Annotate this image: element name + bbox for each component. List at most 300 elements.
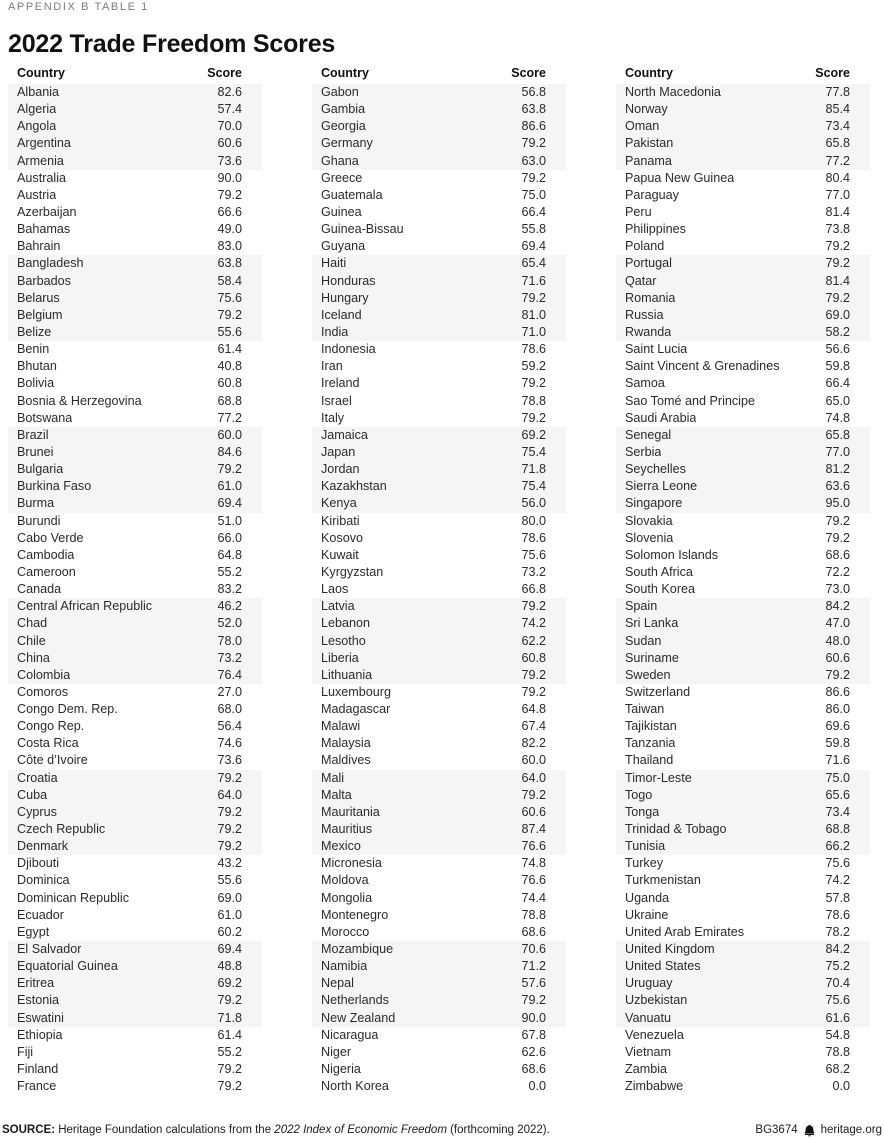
country-cell: Thailand [625, 753, 674, 768]
table-row [312, 752, 566, 769]
country-cell: United Arab Emirates [625, 924, 744, 939]
table-row [616, 495, 870, 512]
score-cell: 60.0 [521, 753, 546, 768]
score-cell: 87.4 [521, 822, 546, 837]
country-cell: Turkmenistan [625, 873, 701, 888]
table-row [312, 495, 566, 512]
table-row [8, 393, 262, 410]
table-row [312, 255, 566, 272]
table-row [8, 770, 262, 787]
table-row [8, 615, 262, 632]
table-row [8, 547, 262, 564]
table-row [8, 221, 262, 238]
table-row [616, 581, 870, 598]
score-cell: 63.8 [521, 102, 546, 117]
country-cell: Bosnia & Herzegovina [17, 393, 142, 408]
country-cell: Serbia [625, 444, 662, 459]
table-row [312, 890, 566, 907]
country-cell: Mozambique [321, 942, 394, 957]
score-cell: 79.2 [217, 1079, 242, 1094]
country-cell: Guinea-Bissau [321, 222, 404, 237]
country-cell: Togo [625, 787, 653, 802]
country-cell: South Africa [625, 564, 693, 579]
score-cell: 79.2 [521, 170, 546, 185]
country-cell: Central African Republic [17, 599, 153, 614]
table-column-3 [616, 66, 870, 1095]
country-header: Country [17, 66, 65, 80]
score-cell: 78.0 [217, 633, 242, 648]
score-cell: 81.0 [521, 307, 546, 322]
country-cell: Guinea [321, 204, 362, 219]
site-link[interactable]: heritage.org [820, 1124, 882, 1136]
table-row [616, 410, 870, 427]
score-cell: 55.2 [217, 1044, 242, 1059]
country-cell: Czech Republic [17, 822, 106, 837]
table-row [8, 135, 262, 152]
score-cell: 0.0 [832, 1079, 850, 1094]
table-row [312, 1078, 566, 1095]
country-cell: Philippines [625, 222, 686, 237]
score-cell: 73.0 [825, 582, 850, 597]
table-row [8, 598, 262, 615]
table-row [312, 821, 566, 838]
score-cell: 48.8 [217, 959, 242, 974]
table-row [616, 101, 870, 118]
score-cell: 73.6 [217, 753, 242, 768]
score-cell: 79.2 [217, 839, 242, 854]
score-cell: 64.8 [217, 547, 242, 562]
country-cell: Armenia [17, 153, 64, 168]
score-cell: 60.6 [521, 804, 546, 819]
country-cell: Pakistan [625, 136, 674, 151]
table-row [616, 461, 870, 478]
country-cell: Turkey [625, 856, 664, 871]
table-row [616, 564, 870, 581]
table-row [312, 290, 566, 307]
country-cell: Gabon [321, 85, 359, 99]
table-row [616, 598, 870, 615]
table-row [616, 341, 870, 358]
table-row [8, 170, 262, 187]
country-cell: Netherlands [321, 993, 389, 1008]
table-row [616, 375, 870, 392]
country-cell: Kuwait [321, 547, 359, 562]
table-row [616, 135, 870, 152]
score-cell: 48.0 [825, 633, 850, 648]
country-cell: Uganda [625, 890, 670, 905]
score-cell: 0.0 [528, 1079, 546, 1094]
country-cell: Canada [17, 582, 62, 597]
country-cell: Panama [625, 153, 672, 168]
country-cell: Singapore [625, 496, 683, 511]
table-row [616, 804, 870, 821]
score-cell: 55.6 [217, 873, 242, 888]
country-cell: Zimbabwe [625, 1079, 684, 1094]
country-cell: Samoa [625, 376, 665, 391]
score-cell: 81.4 [825, 204, 850, 219]
score-cell: 72.2 [825, 564, 850, 579]
score-cell: 66.4 [825, 376, 850, 391]
table-row [312, 872, 566, 889]
table-row [616, 821, 870, 838]
table-row [8, 1078, 262, 1095]
score-cell: 83.0 [217, 239, 242, 254]
table-row [8, 84, 262, 101]
table-row [312, 427, 566, 444]
score-cell: 74.8 [521, 856, 546, 871]
table-row [616, 633, 870, 650]
country-cell: Slovakia [625, 513, 673, 528]
score-cell: 59.8 [825, 359, 850, 374]
country-cell: Liberia [321, 650, 359, 665]
score-cell: 69.4 [217, 942, 242, 957]
score-cell: 79.2 [825, 256, 850, 271]
country-cell: Austria [17, 187, 57, 202]
score-cell: 84.2 [825, 942, 850, 957]
country-cell: Nepal [321, 976, 354, 991]
table-row [312, 992, 566, 1009]
country-cell: Moldova [321, 873, 369, 888]
country-cell: United Kingdom [625, 942, 715, 957]
score-cell: 68.6 [521, 1062, 546, 1077]
score-cell: 79.2 [825, 667, 850, 682]
table-row [312, 564, 566, 581]
country-cell: Italy [321, 410, 345, 425]
table-row [8, 992, 262, 1009]
country-cell: Rwanda [625, 324, 672, 339]
country-cell: Peru [625, 204, 652, 219]
country-cell: Oman [625, 119, 660, 134]
table-row [8, 941, 262, 958]
score-cell: 73.6 [217, 153, 242, 168]
score-cell: 69.4 [521, 239, 546, 254]
table-row [8, 530, 262, 547]
table-row [312, 153, 566, 170]
table-row [8, 324, 262, 341]
table-row [312, 547, 566, 564]
score-cell: 55.6 [217, 324, 242, 339]
score-cell: 73.2 [217, 650, 242, 665]
country-cell: Iceland [321, 307, 362, 322]
score-cell: 70.4 [825, 976, 850, 991]
country-cell: North Macedonia [625, 85, 721, 99]
table-row [8, 718, 262, 735]
score-cell: 62.6 [521, 1044, 546, 1059]
score-cell: 79.2 [521, 684, 546, 699]
table-row [312, 204, 566, 221]
country-cell: Brunei [17, 444, 54, 459]
table-row [8, 907, 262, 924]
score-cell: 70.6 [521, 942, 546, 957]
country-cell: Guyana [321, 239, 366, 254]
country-cell: Venezuela [625, 1027, 684, 1042]
score-cell: 56.6 [825, 342, 850, 357]
score-cell: 86.6 [825, 684, 850, 699]
country-cell: Sudan [625, 633, 662, 648]
table-row [616, 615, 870, 632]
score-cell: 75.6 [521, 547, 546, 562]
table-row [312, 238, 566, 255]
score-cell: 47.0 [825, 616, 850, 631]
table-row [616, 255, 870, 272]
country-cell: Sao Tomé and Principe [625, 393, 755, 408]
table-row [312, 513, 566, 530]
table-row [616, 427, 870, 444]
country-cell: Bahamas [17, 222, 71, 237]
score-cell: 71.8 [217, 1010, 242, 1025]
score-cell: 76.6 [521, 873, 546, 888]
table-row [8, 307, 262, 324]
country-cell: China [17, 650, 50, 665]
table-row [312, 770, 566, 787]
country-cell: Finland [17, 1062, 59, 1077]
country-cell: Lebanon [321, 616, 371, 631]
score-cell: 79.2 [521, 667, 546, 682]
score-cell: 73.2 [521, 564, 546, 579]
score-cell: 60.0 [217, 427, 242, 442]
score-cell: 57.8 [825, 890, 850, 905]
country-cell: Namibia [321, 959, 368, 974]
score-cell: 81.4 [825, 273, 850, 288]
country-cell: Bolivia [17, 376, 55, 391]
country-cell: Chile [17, 633, 46, 648]
country-cell: Bhutan [17, 359, 57, 374]
score-cell: 75.4 [521, 444, 546, 459]
country-cell: Dominican Republic [17, 890, 129, 905]
table-row [312, 735, 566, 752]
country-cell: Guatemala [321, 187, 383, 202]
table-row [616, 290, 870, 307]
country-cell: United States [625, 959, 701, 974]
score-cell: 65.6 [825, 787, 850, 802]
country-cell: Burundi [17, 513, 61, 528]
table-row [8, 701, 262, 718]
table-row [8, 461, 262, 478]
table-rows [8, 84, 262, 1095]
table-row [616, 735, 870, 752]
country-cell: Uzbekistan [625, 993, 688, 1008]
column-header [8, 66, 262, 84]
score-cell: 79.2 [521, 290, 546, 305]
score-cell: 54.8 [825, 1027, 850, 1042]
country-cell: Tanzania [625, 736, 676, 751]
score-cell: 90.0 [521, 1010, 546, 1025]
table-row [312, 1061, 566, 1078]
score-cell: 46.2 [217, 599, 242, 614]
country-cell: Fiji [17, 1044, 34, 1059]
score-cell: 77.0 [825, 187, 850, 202]
table-row [8, 478, 262, 495]
table-row [312, 1010, 566, 1027]
score-cell: 78.8 [521, 907, 546, 922]
table-row [312, 855, 566, 872]
table-row [8, 581, 262, 598]
country-cell: Seychelles [625, 462, 686, 477]
country-cell: Chad [17, 616, 48, 631]
country-cell: Tajikistan [625, 719, 677, 734]
score-cell: 74.8 [825, 410, 850, 425]
table-row [312, 375, 566, 392]
score-cell: 82.6 [217, 85, 242, 99]
table-row [312, 118, 566, 135]
table-row [616, 84, 870, 101]
table-row [616, 787, 870, 804]
table-row [616, 187, 870, 204]
score-cell: 58.4 [217, 273, 242, 288]
country-cell: Mali [321, 770, 345, 785]
country-cell: Portugal [625, 256, 672, 271]
score-cell: 61.0 [217, 479, 242, 494]
country-cell: Jordan [321, 462, 360, 477]
table-row [616, 1061, 870, 1078]
score-header: Score [511, 66, 546, 80]
table-row [616, 358, 870, 375]
country-cell: Hungary [321, 290, 369, 305]
table-row [312, 530, 566, 547]
score-cell: 71.2 [521, 959, 546, 974]
table-row [616, 238, 870, 255]
table-row [616, 684, 870, 701]
table-row [312, 924, 566, 941]
score-cell: 79.2 [217, 770, 242, 785]
country-cell: Australia [17, 170, 66, 185]
score-cell: 61.6 [825, 1010, 850, 1025]
score-cell: 56.4 [217, 719, 242, 734]
country-cell: Latvia [321, 599, 355, 614]
country-cell: Jamaica [321, 427, 368, 442]
country-cell: Japan [321, 444, 356, 459]
country-cell: Montenegro [321, 907, 389, 922]
table-row [616, 221, 870, 238]
table-row [8, 204, 262, 221]
table-row [616, 838, 870, 855]
table-row [312, 598, 566, 615]
table-row [312, 684, 566, 701]
score-cell: 79.2 [521, 599, 546, 614]
score-cell: 77.2 [217, 410, 242, 425]
table-row [616, 307, 870, 324]
score-cell: 68.8 [825, 822, 850, 837]
country-cell: Senegal [625, 427, 672, 442]
score-cell: 71.0 [521, 324, 546, 339]
score-cell: 65.8 [825, 136, 850, 151]
score-cell: 79.2 [217, 307, 242, 322]
score-cell: 40.8 [217, 359, 242, 374]
table-row [312, 633, 566, 650]
score-cell: 66.8 [521, 582, 546, 597]
score-cell: 56.8 [521, 85, 546, 99]
table-row [8, 804, 262, 821]
table-row [312, 804, 566, 821]
country-cell: Cuba [17, 787, 48, 802]
country-header: Country [625, 66, 673, 80]
country-cell: Kenya [321, 496, 357, 511]
country-cell: Kazakhstan [321, 479, 387, 494]
country-cell: Belize [17, 324, 52, 339]
country-cell: Kosovo [321, 530, 364, 545]
table-row [616, 1027, 870, 1044]
score-cell: 59.8 [825, 736, 850, 751]
country-cell: Mongolia [321, 890, 373, 905]
score-cell: 82.2 [521, 736, 546, 751]
country-cell: Côte d’Ivoire [17, 753, 88, 768]
score-cell: 69.0 [217, 890, 242, 905]
table-row [8, 735, 262, 752]
score-cell: 75.6 [825, 856, 850, 871]
score-cell: 51.0 [217, 513, 242, 528]
table-row [8, 375, 262, 392]
score-cell: 75.0 [825, 770, 850, 785]
score-cell: 59.2 [521, 359, 546, 374]
country-cell: Denmark [17, 839, 69, 854]
table-row [312, 444, 566, 461]
score-cell: 64.0 [521, 770, 546, 785]
country-cell: Benin [17, 342, 50, 357]
table-row [8, 358, 262, 375]
table-row [312, 187, 566, 204]
country-cell: Mauritius [321, 822, 373, 837]
source-text-tail: (forthcoming 2022). [446, 1124, 550, 1136]
country-cell: Malawi [321, 719, 361, 734]
country-cell: Iran [321, 359, 343, 374]
score-cell: 69.4 [217, 496, 242, 511]
country-cell: Israel [321, 393, 352, 408]
score-cell: 77.2 [825, 153, 850, 168]
score-cell: 68.6 [825, 547, 850, 562]
country-cell: Lithuania [321, 667, 373, 682]
table-row [8, 821, 262, 838]
table-row [616, 701, 870, 718]
table-row [616, 907, 870, 924]
score-cell: 55.8 [521, 222, 546, 237]
country-cell: Belarus [17, 290, 60, 305]
table-row [312, 615, 566, 632]
footer [2, 1124, 882, 1137]
footer-brand [755, 1124, 882, 1137]
country-cell: Germany [321, 136, 373, 151]
country-cell: India [321, 324, 349, 339]
table-row [8, 187, 262, 204]
country-cell: Argentina [17, 136, 71, 151]
country-cell: Morocco [321, 924, 370, 939]
country-cell: Cameroon [17, 564, 76, 579]
score-cell: 56.0 [521, 496, 546, 511]
score-cell: 65.4 [521, 256, 546, 271]
score-cell: 75.2 [825, 959, 850, 974]
scores-table [0, 66, 884, 1095]
table-row [8, 153, 262, 170]
country-cell: Estonia [17, 993, 60, 1008]
table-row [8, 273, 262, 290]
country-cell: Ukraine [625, 907, 669, 922]
score-cell: 90.0 [217, 170, 242, 185]
table-row [616, 204, 870, 221]
source-publication-title: 2022 Index of Economic Freedom [274, 1124, 447, 1136]
table-row [616, 547, 870, 564]
country-cell: Botswana [17, 410, 73, 425]
score-cell: 79.2 [217, 1062, 242, 1077]
country-cell: Russia [625, 307, 664, 322]
table-row [616, 478, 870, 495]
score-cell: 49.0 [217, 222, 242, 237]
table-row [8, 1010, 262, 1027]
score-cell: 79.2 [521, 993, 546, 1008]
score-cell: 80.4 [825, 170, 850, 185]
country-cell: Indonesia [321, 342, 376, 357]
country-cell: Saint Lucia [625, 342, 688, 357]
table-row [312, 273, 566, 290]
score-cell: 95.0 [825, 496, 850, 511]
